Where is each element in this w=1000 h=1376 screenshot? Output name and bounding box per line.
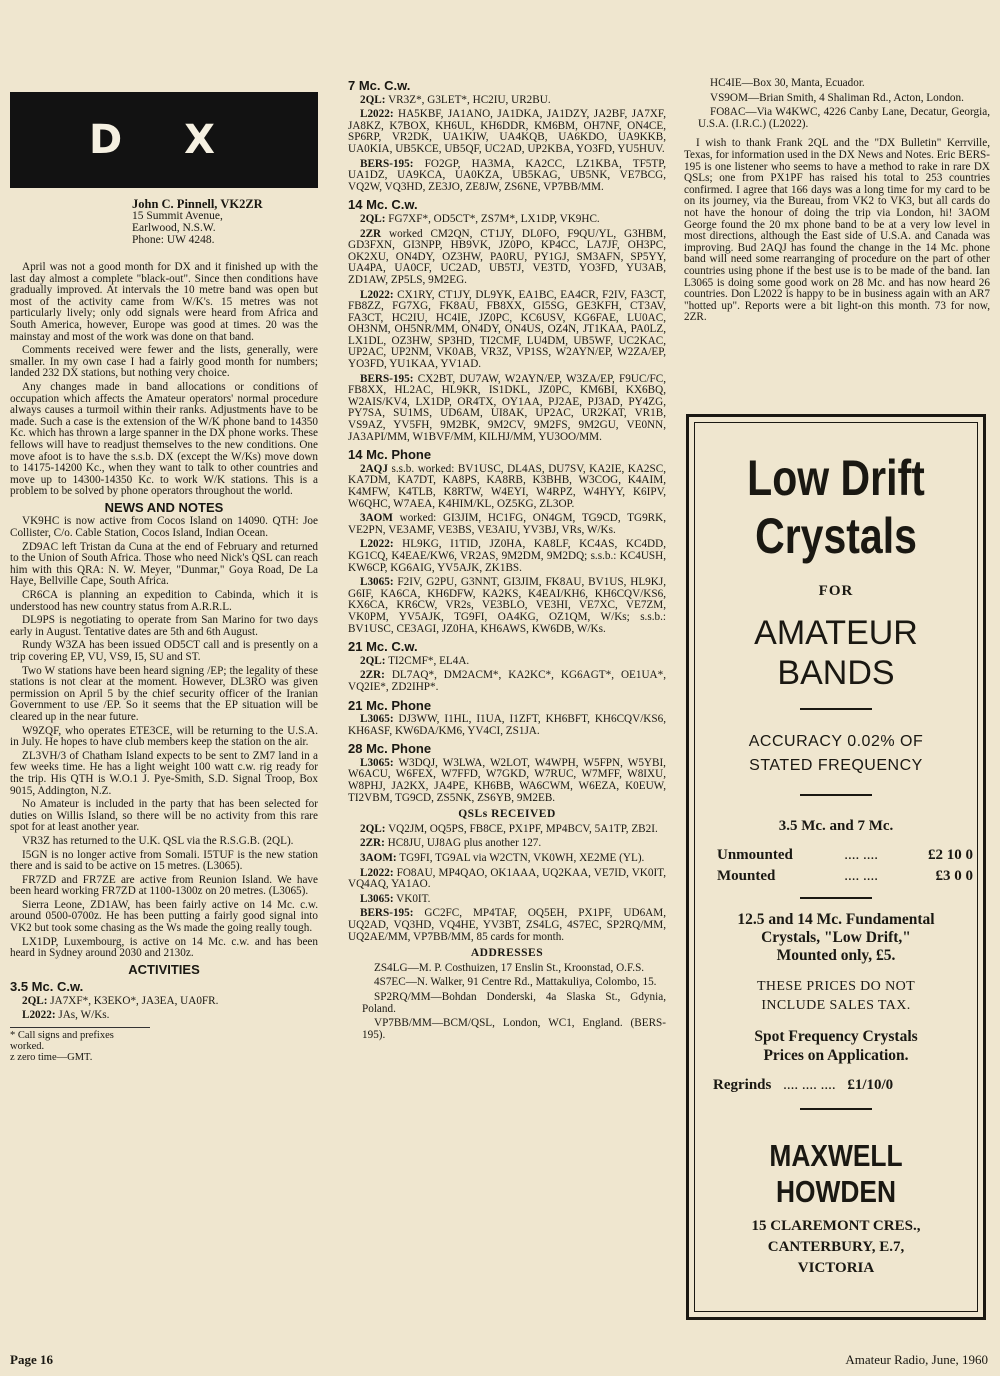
- entry-call: 2QL:: [360, 822, 386, 835]
- qsl-heading: QSLs RECEIVED: [458, 808, 556, 821]
- entry-text: VK0IT.: [396, 892, 431, 905]
- ad-tax-line: THESE PRICES DO NOT: [756, 979, 916, 994]
- activity-entry: [348, 109, 666, 155]
- entry-call: L3065:: [360, 756, 394, 769]
- ad-fund-line: Crystals, "Low Drift,": [761, 929, 911, 946]
- address-entry: 4S7EC—N. Walker, 91 Centre Rd., Mattakuliya, Colombo, 15.: [374, 976, 657, 989]
- activity-entry: [348, 539, 666, 574]
- activity-entry: [10, 996, 318, 1008]
- ad-tax-line: INCLUDE SALES TAX.: [761, 998, 911, 1013]
- news-item: ZL3VH/3 of Chatham Island expects to be sent to ZM7 land in a few weeks time. He has a light weight 100 watt c.w. rig ready for the trip. His QTH is W.O.1 J. Pye-Smith, S.D. Signal Troop, Box 9015, Addington, N.Z.: [10, 749, 318, 797]
- activity-entry: [348, 229, 666, 287]
- activity-entry: [348, 95, 666, 107]
- entry-text: TG9FI, TG9AL via W2CTN, VK0WH, XE2ME (YL).: [399, 852, 645, 865]
- entry-text: TI2CMF*, EL4A.: [388, 654, 470, 667]
- column-3: [684, 78, 990, 327]
- entry-call: L2022:: [360, 538, 394, 551]
- closing-paragraph: I wish to thank Frank 2QL and the "DX Bulletin" Kerrville, Texas, for information used in the DX News and Notes. Eric BERS-195 is one listener who seems to have a method to rake in rare DX QSLs; one from PX1PF has raised his total to 253 countries confirmed. I agree that 166 days was a long time for my card to be on its journey, via the Bureau, from VK2 to VK3, but all cards do not have the honour of doing the trip via London, hi! 3AOM George found the 20 mx phone band to be at a very low level in most directions, although the East side of U.S.A. and Canada was improving. Bud 2AQJ has found the change in the 14 Mc. phone band will need some rearranging of procedure on the part of other countries using phone if the best use is to be made of the band. Ian L3065 is doing some good work on 28 Mc. and has now heard 26 countries. Don L2022 is happy to be in business again with an AR7 "hotted up". Reports were a bit light-on this month. 73 for now, 2ZR.: [684, 137, 990, 324]
- activity-entry: [348, 853, 666, 865]
- address-entry: VP7BB/MM—BCM/QSL, London, WC1, England. (BERS-195).: [362, 1017, 666, 1041]
- ad-divider: [800, 897, 872, 899]
- ad-address-line: 15 CLAREMONT CRES.,: [751, 1218, 921, 1234]
- ad-price-table: [713, 845, 977, 887]
- address-entry: HC4IE—Box 30, Manta, Ecuador.: [710, 77, 865, 89]
- footnotes: [10, 1027, 150, 1063]
- column-2: [348, 80, 666, 1044]
- entry-call: 3AOM:: [360, 852, 397, 865]
- news-item: I5GN is no longer active from Somali. I5TUF is the new station there and is said to be active on 15 metres. (L3065).: [10, 848, 318, 873]
- activity-entry: [348, 670, 666, 693]
- regrinds-price: £1/10/0: [847, 1077, 894, 1093]
- entry-text: GC2FC, MP4TAF, OQ5EH, PX1PF, UD6AM, UQ2AD, VQ3HD, VQ4HE, YV3BT, ZS4LG, 4S7EC, SP2RQ/MM, UQ2AE/MM, VP7BB/MM, 85 cards for month.: [348, 907, 667, 943]
- entry-call: 2QL:: [360, 93, 386, 106]
- entry-text: FO2GP, HA3MA, KA2CC, LZ1KBA, TF5TP, UA1DZ, UA9KCA, UA0KZA, UB5KAG, UB5NK, VE7BCG, VQ2W, VQ3HD, ZE3JO, ZE8JW, ZS6NE, VP7BB/MM.: [348, 157, 666, 193]
- band-heading: 7 Mc. C.w.: [348, 78, 411, 93]
- activity-entry: [348, 908, 666, 943]
- entry-call: L2022:: [360, 108, 394, 121]
- news-item: No Amateur is included in the party that has been selected for duties on Willis Island, so there will be no activity from this rare spot for at least another year.: [10, 798, 318, 834]
- news-item: Sierra Leone, ZD1AW, has been fairly active on 14 Mc. c.w. around 0500-0700z. He has been putting a fairly good signal into VK2 but took some chasing as the Ws made the going really tough.: [10, 898, 318, 935]
- activity-entry: [348, 824, 666, 836]
- activity-entry: [348, 290, 666, 371]
- news-item: CR6CA is planning an expedition to Cabinda, which it is understood has new country status from A.R.R.L.: [10, 589, 318, 613]
- ad-accuracy-line: ACCURACY 0.02% OF: [748, 733, 924, 750]
- entry-text: VQ2JM, OQ5PS, FB8CE, PX1PF, MP4BCV, 5A1TP, ZB2I.: [388, 822, 658, 835]
- entry-call: L3065:: [360, 892, 394, 905]
- activity-entry: [348, 464, 666, 510]
- entry-call: 2QL:: [22, 995, 48, 1008]
- ad-regrinds: [695, 1077, 977, 1094]
- news-item: ZD9AC left Tristan da Cuna at the end of February and returned to the Union of South Africa. Those who need Nick's QSL can reach him with this QRA: N. W. Meyer, "Dunmar," Goya Road, De La Haye, Bellville Cape, South Africa.: [10, 540, 318, 588]
- entry-text: FG7XF*, OD5CT*, ZS7M*, LX1DP, VK9HC.: [388, 212, 600, 225]
- news-item: VK9HC is now active from Cocos Island on 14090. QTH: Joe Collister, C/o. Cable Station, Cocos Island, Indian Ocean.: [10, 515, 318, 540]
- paragraph: April was not a good month for DX and it finished up with the last day almost a complete "black-out". Since then conditions have gradually improved. At intervals the 10 metre band was open but most of the activity came from W/K's. 15 metres was not particularly lively; only odd signals were heard from Africa and South America, however, Europe was good at times. 20 was the mainstay and most of the work was done on that band.: [10, 261, 318, 343]
- price-row: [713, 845, 977, 866]
- author-line: Phone: UW 4248.: [132, 234, 215, 246]
- activity-entry: [348, 214, 666, 226]
- section-title: D X: [89, 117, 239, 163]
- ad-fund-line: 12.5 and 14 Mc. Fundamental: [737, 911, 935, 928]
- ad-maker: MAXWELL HOWDEN: [769, 1138, 903, 1209]
- paragraph: Comments received were fewer and the lists, generally, were smaller. In my own case I had a fairly good month for numbers; landed 232 DX stations, but nothing very choice.: [10, 344, 318, 380]
- activities-heading: ACTIVITIES: [128, 961, 200, 977]
- activity-entry: [348, 868, 666, 891]
- news-heading: NEWS AND NOTES: [104, 499, 224, 515]
- activity-entry: [348, 513, 666, 536]
- entry-text: W3DQJ, W3LWA, W2LOT, W4WPH, W5FPN, W5YBI, W6ACU, W6FEX, W7FFD, W7GKD, W7RUC, W7MFF, W8IXU, W8PHJ, JA2KX, JA4PE, KH6BB, WA6CWM, W6EZA, K0EUW, TI2VBM, TG9CD, ZS5NK, ZS6YB, 9M2EB.: [348, 756, 666, 804]
- entry-call: BERS-195:: [360, 157, 414, 170]
- ad-divider: [800, 794, 872, 796]
- entry-text: DL7AQ*, DM2ACM*, KA2KC*, KG6AGT*, OE1UA*, VQ2IE*, ZD2IHP*.: [348, 669, 666, 693]
- entry-text: JA7XF*, K3EKO*, JA3EA, UA0FR.: [50, 995, 219, 1008]
- price-label: Mounted: [717, 868, 776, 884]
- band-heading: 21 Mc. Phone: [348, 697, 432, 713]
- ad-inner-border: [694, 422, 978, 1312]
- ad-accuracy-line: STATED FREQUENCY: [749, 757, 923, 774]
- news-item: FR7ZD and FR7ZE are active from Reunion Island. We have been heard working FR7ZD at 1100-1300z on 20 metres. (L3065).: [10, 873, 318, 898]
- ad-tax-note: [695, 977, 977, 1015]
- entry-call: 2QL:: [360, 212, 386, 225]
- ad-headline-1: Low Drift: [747, 450, 925, 506]
- entry-call: 2QL:: [360, 654, 386, 667]
- entry-call: L2022:: [22, 1008, 56, 1021]
- price-dots: .... ....: [844, 868, 878, 884]
- ad-divider: [800, 708, 872, 710]
- entry-call: L3065:: [360, 576, 394, 589]
- regrinds-dots: .... .... ....: [783, 1077, 836, 1093]
- activity-entry: [348, 577, 666, 635]
- author-block: [132, 198, 263, 246]
- ad-for: FOR: [818, 583, 854, 599]
- price-label: Unmounted: [717, 847, 793, 863]
- price-value: £2 10 0: [928, 847, 973, 863]
- news-item: W9ZQF, who operates ETE3CE, will be returning to the U.S.A. in July. He hopes to have club members keep the station on the air.: [10, 724, 318, 749]
- ad-address-line: CANTERBURY, E.7,: [767, 1239, 905, 1255]
- entry-call: 3AOM: [360, 512, 393, 525]
- entry-call: 2ZR:: [360, 669, 385, 682]
- entry-text: HA5KBF, JA1ANO, JA1DKA, JA1DZY, JA2BF, JA7XF, JA8KZ, K7BOX, KH6UL, KH6DDR, KM6BM, OH7NF, ON4CE, SP6RP, VR2DK, UA1KIW, UA4KQB, UA6KDO, UA9KKB, UA0KIA, UB5KCE, UB5QF, UC2AD, UP2KBA, YO3FD, YU5HUV.: [348, 108, 667, 155]
- ad-address-line: VICTORIA: [797, 1260, 875, 1276]
- entry-call: 2AQJ: [360, 462, 388, 475]
- ad-maker-address: [695, 1216, 977, 1279]
- entry-text: CX1RY, CT1JY, DL9YK, EA1BC, EA4CR, F2IV, FA3CT, FB8ZZ, FG7XG, FK8AU, FB8XX, GI5SG, GE3KFH, CT3AV, FA3CT, HC2IU, HC4IE, JZ0PC, KC6USV, KG6FAE, LU0AC, OH3NM, OH5NR/MM, ON4DY, ON4US, OZ4N, JT1KAA, PA0LZ, LX1DL, OZ3HW, SP3HD, TI2CMF, LU4DM, UB5WF, UC2KAC, UP2AC, UP2NM, VK0AB, VR3Z, VP1SS, W2AYN/EP, W2ZA/EP, YO3FD, YU1KAA, YV1AD.: [348, 288, 666, 371]
- price-row: [713, 866, 977, 887]
- column-1: [10, 262, 318, 1063]
- section-title-block: [10, 92, 318, 188]
- ad-headline-3: AMATEUR: [754, 614, 918, 652]
- entry-call: L2022:: [360, 866, 394, 879]
- activity-entry: [348, 374, 666, 444]
- ad-headline-2: Crystals: [755, 508, 917, 564]
- entry-text: HL9KG, I1TID, JZ0HA, KA8LF, KC4AS, KC4DD, KG1CQ, K4EAE/KW6, VR2AS, 9M2DM, 9M2DQ; s.s.b.: KC4USH, KW6CP, KG6AIG, YV5AJK, ZK1BS.: [348, 538, 666, 574]
- addresses-heading: ADDRESSES: [470, 947, 544, 960]
- ad-fundamental: [695, 911, 977, 965]
- author-name: John C. Pinnell, VK2ZR: [132, 197, 263, 211]
- issue-line: Amateur Radio, June, 1960: [845, 1352, 988, 1367]
- ad-spot-line: Prices on Application.: [763, 1047, 909, 1064]
- entry-text: JAs, W/Ks.: [58, 1008, 110, 1021]
- ad-accuracy: [695, 730, 977, 778]
- ad-divider: [800, 1108, 872, 1110]
- advertisement: [686, 414, 986, 1320]
- news-item: Rundy W3ZA has been issued OD5CT call and is presently on a trip covering EP, VU, VS9, I5, SU and ST.: [10, 639, 318, 663]
- paragraph: Any changes made in band allocations or conditions of occupation which affects the Amateur operators' normal procedure always causes a turmoil within their ranks. Adjustments have to be made. Such a case is the extension of the W/K phone band to 14350 Kc. which has thrown a large spanner in the DX phone works. These fellows will have to readjust themselves to the new conditions. One move afoot is to have the s.s.b. DX (except the W/Ks) move down to 14175-14200 Kc., when they want to talk to other countries and move up to 14300-14350 Kc. to work W/K stations. This is a problem to be solved by phone operators throughout the world.: [10, 380, 318, 498]
- news-item: DL9PS is negotiating to operate from San Marino for two days early in August. Tentative dates are 5th and 6th August.: [10, 614, 318, 638]
- entry-text: s.s.b. worked: BV1USC, DL4AS, DU7SV, KA2IE, KA2SC, KA7DM, KA7DT, KA8PS, KA8RB, K3BHB, W3COG, K4AIM, K4MFW, K4TLB, K8RTW, W4EYI, W4RPZ, W4HYY, K6IPV, W6QHC, W7AEA, K4HIM/KL, OZ5KG, ZL3OP.: [348, 462, 667, 510]
- activity-entry: [348, 714, 666, 737]
- author-line: Earlwood, N.S.W.: [132, 222, 216, 234]
- news-item: LX1DP, Luxembourg, is active on 14 Mc. c.w. and has been heard in Sydney around 2030 and 2130z.: [10, 935, 318, 960]
- band-heading: 28 Mc. Phone: [348, 741, 432, 757]
- band-heading: 21 Mc. C.w.: [348, 639, 418, 655]
- regrinds-label: Regrinds: [713, 1077, 772, 1093]
- band-heading: 14 Mc. C.w.: [348, 197, 418, 213]
- entry-call: L2022:: [360, 288, 394, 301]
- address-entry: SP2RQ/MM—Bohdan Donderski, 4a Slaska St., Gdynia, Poland.: [362, 990, 666, 1015]
- footnote: z zero time—GMT.: [10, 1052, 93, 1064]
- entry-text: HC8JU, UJ8AG plus another 127.: [387, 837, 542, 850]
- address-entry: FO8AC—Via W4KWC, 4226 Canby Lane, Decatur, Georgia, U.S.A. (I.R.C.) (L2022).: [698, 106, 990, 130]
- entry-call: L3065:: [360, 713, 394, 726]
- activity-entry: [10, 1010, 318, 1022]
- news-item: VR3Z has returned to the U.K. QSL via the R.S.G.B. (2QL).: [22, 834, 294, 847]
- entry-text: F2IV, G2PU, G3NNT, GI3JIM, FK8AU, BV1US, HL9KJ, G6IF, KA6CA, KH6DFW, KA2KS, K4EAI/KH6, KH6CQV/KS6, KX6CA, KR6CW, VR2s, VE3BLO, VE3HI, VE7XC, VE7ZM, VK0PM, YV5AJK, TG9FI, OA4KG, OZ1QM, W/Ks; s.s.b.: BV1USC, CE3AGI, JZ0HA, KH6AWS, KW6DB, W/Ks.: [348, 576, 666, 635]
- ad-band: 3.5 Mc. and 7 Mc.: [778, 818, 894, 834]
- entry-text: DJ3WW, I1HL, I1UA, I1ZFT, KH6BFT, KH6CQV/KS6, KH6ASF, KW6DA/KM6, YV4CI, ZS1JA.: [348, 713, 666, 737]
- news-item: Two W stations have been heard signing /EP; the legality of these stations is not clear at the moment. However, DL3RO was given permission on April 5 by the chief security officer of the Iranian Government to use /EP. So it seems that the EP situation will be cleared up in the near future.: [10, 664, 318, 723]
- address-entry: ZS4LG—M. P. Costhuizen, 17 Enslin St., Kroonstad, O.F.S.: [374, 961, 645, 974]
- band-heading: 3.5 Mc. C.w.: [10, 979, 84, 995]
- activity-entry: [348, 656, 666, 668]
- ad-fund-line: Mounted only, £5.: [776, 947, 896, 964]
- activity-entry: [348, 758, 666, 804]
- ad-spot-line: Spot Frequency Crystals: [754, 1028, 918, 1045]
- activity-entry: [348, 894, 666, 906]
- entry-text: CX2BT, DU7AW, W2AYN/EP, W3ZA/EP, F9UC/FC, FB8XX, HL2AC, HL9KR, IS1DKL, JZ0PC, KM6BI, KX6BQ, W2AIS/KV4, LX1DP, OR4TX, OY1AA, PJ2AE, PJ3AD, PY4ZG, PY7SA, SU1MS, UD6AM, UI8AK, UP2AC, UR2KAT, VR1B, VS9AZ, YV5FH, 9M2BK, 9M2CV, 9M2FS, 9M2GU, VE0NN, JA3API/MM, W1BVF/MM, KILHJ/MM, YU3OO/MM.: [348, 372, 666, 443]
- activity-entry: [348, 838, 666, 850]
- page-number: Page 16: [10, 1352, 53, 1367]
- address-entry: VS9OM—Brian Smith, 4 Shaliman Rd., Acton, London.: [710, 91, 964, 104]
- footnote: * Call signs and prefixes worked.: [10, 1030, 114, 1053]
- entry-call: BERS-195:: [360, 372, 414, 385]
- entry-call: BERS-195:: [360, 907, 414, 920]
- activity-entry: [348, 159, 666, 194]
- ad-headline-4: BANDS: [777, 654, 895, 692]
- entry-call: 2ZR:: [360, 837, 385, 850]
- price-dots: .... ....: [844, 847, 878, 863]
- entry-text: worked CM2QN, CT1JY, DL0FO, F9QU/YL, G3HBM, GD3FXN, GI3NPP, HB9VK, JZ0PO, KP4CC, LA7JF, OH3PC, OK2XU, ON4DY, OZ3HW, PA0RU, PY1GJ, SM3AFN, SP5YY, UA4PA, UA0CF, UC2AD, UB5TJ, VE3TD, YO3FD, YU3AB, ZD1AW, ZP5LS, 9M2EG.: [348, 227, 666, 286]
- entry-text: VR3Z*, G3LET*, HC2IU, UR2BU.: [388, 93, 551, 106]
- entry-call: 2ZR: [360, 227, 382, 240]
- price-value: £3 0 0: [935, 868, 973, 884]
- band-heading: 14 Mc. Phone: [348, 447, 432, 463]
- author-line: 15 Summit Avenue,: [132, 210, 223, 222]
- entry-text: worked: GI3JIM, HC1FG, ON4GM, TG9CD, TG9RK, VE2PN, VE3AMF, VE3BS, VE3AIU, YV3BJ, VRs, W/Ks.: [348, 512, 666, 536]
- ad-spot: [695, 1027, 977, 1065]
- entry-text: FO8AU, MP4QAO, OK1AAA, UQ2KAA, VE7ID, VK0IT, VQ4AQ, YA1AO.: [348, 866, 667, 891]
